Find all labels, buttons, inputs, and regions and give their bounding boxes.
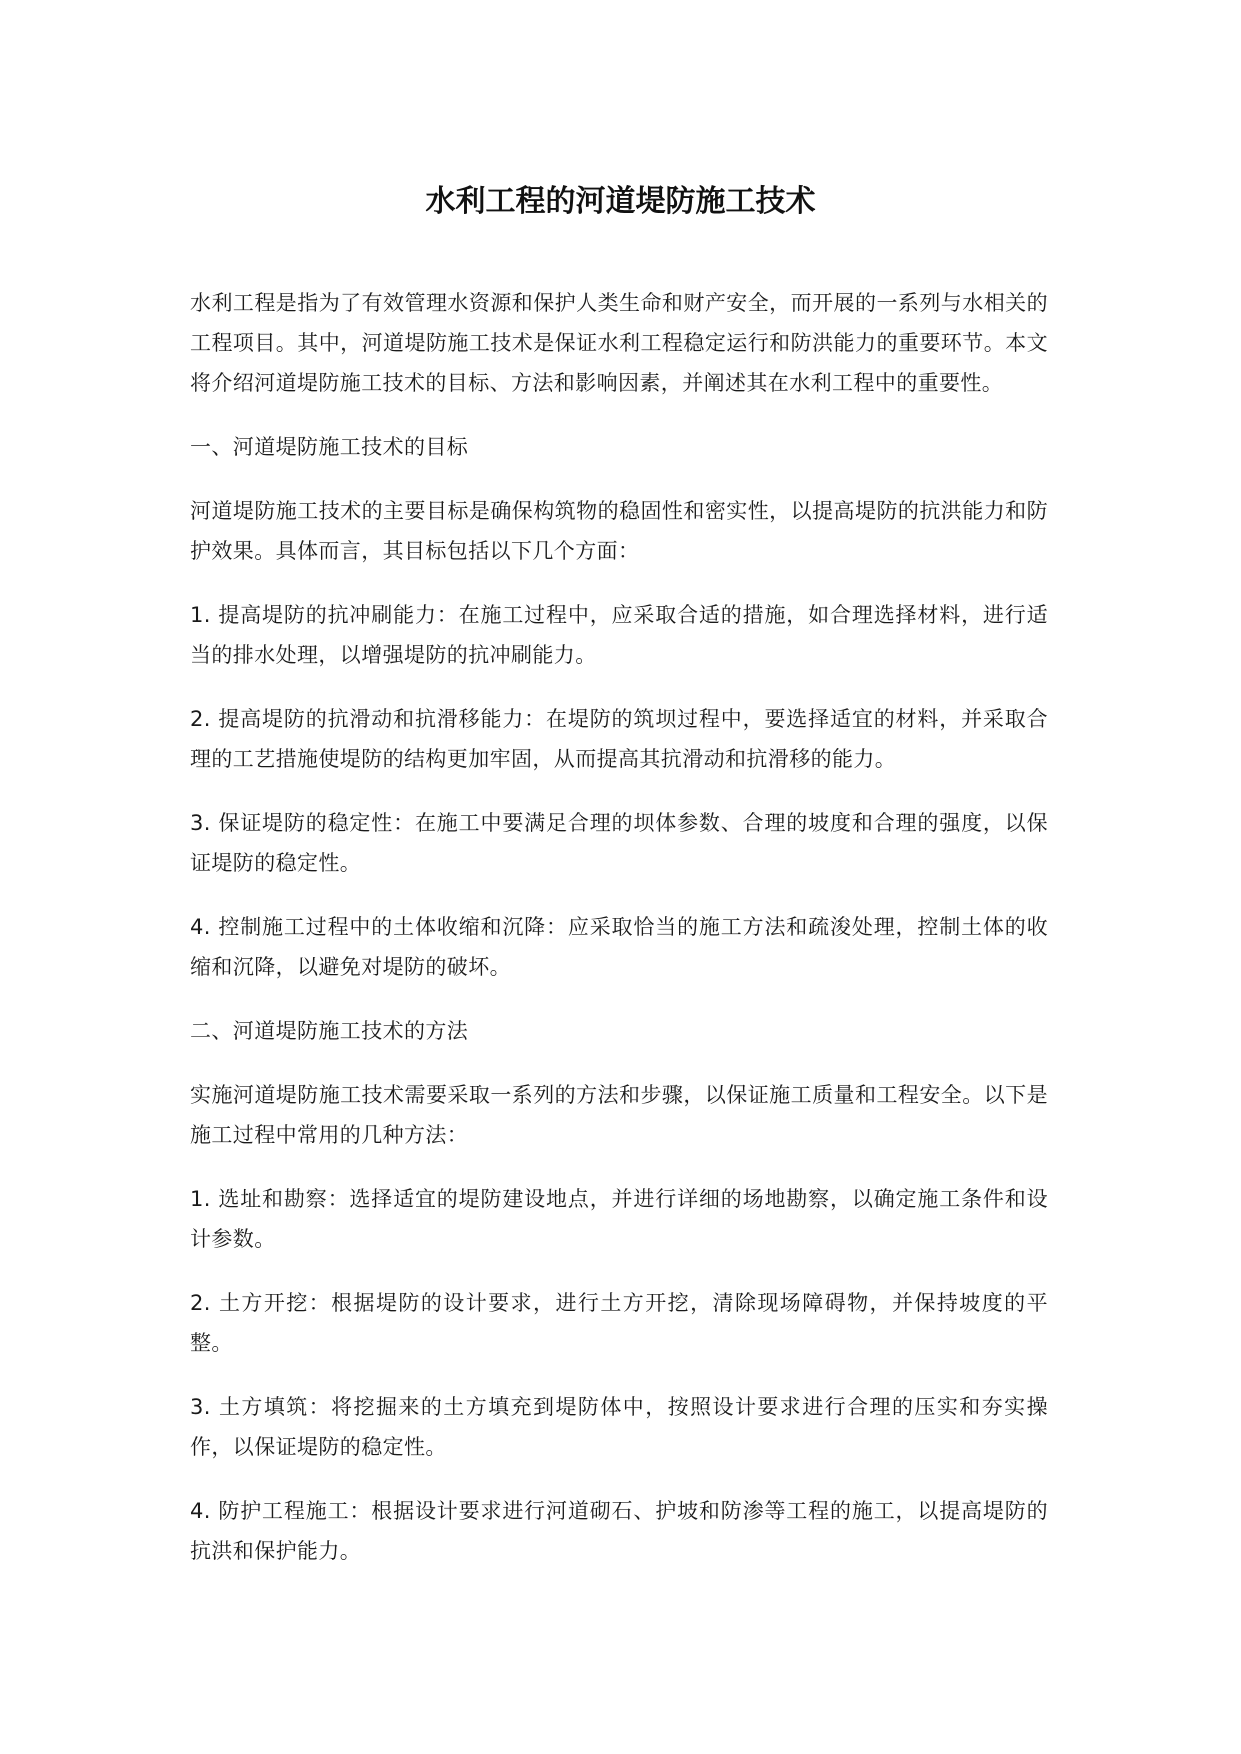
goal-item: 3. 保证堤防的稳定性：在施工中要满足合理的坝体参数、合理的坡度和合理的强度，以保证堤防的稳定性。 (190, 811, 1048, 875)
method-item: 3. 土方填筑：将挖掘来的土方填充到堤防体中，按照设计要求进行合理的压实和夯实操作，以保证堤防的稳定性。 (190, 1395, 1048, 1459)
document-title: 水利工程的河道堤防施工技术 (425, 184, 816, 219)
goal-item: 4. 控制施工过程中的土体收缩和沉降：应采取恰当的施工方法和疏浚处理，控制土体的收缩和沉降，以避免对堤防的破坏。 (190, 915, 1048, 979)
method-item: 4. 防护工程施工：根据设计要求进行河道砌石、护坡和防渗等工程的施工，以提高堤防的抗洪和保护能力。 (190, 1499, 1048, 1563)
section-heading-goals: 一、河道堤防施工技术的目标 (190, 435, 469, 459)
intro-paragraph: 水利工程是指为了有效管理水资源和保护人类生命和财产安全，而开展的一系列与水相关的工程项目。其中，河道堤防施工技术是保证水利工程稳定运行和防洪能力的重要环节。本文将介绍河道堤防施工技术的目标、方法和影响因素，并阐述其在水利工程中的重要性。 (190, 291, 1048, 395)
section-goals-intro: 河道堤防施工技术的主要目标是确保构筑物的稳固性和密实性，以提高堤防的抗洪能力和防护效果。具体而言，其目标包括以下几个方面： (190, 499, 1048, 563)
method-item: 1. 选址和勘察：选择适宜的堤防建设地点，并进行详细的场地勘察，以确定施工条件和设计参数。 (190, 1187, 1048, 1251)
section-methods-intro: 实施河道堤防施工技术需要采取一系列的方法和步骤，以保证施工质量和工程安全。以下是施工过程中常用的几种方法： (190, 1083, 1048, 1147)
goal-item: 1. 提高堤防的抗冲刷能力：在施工过程中，应采取合适的措施，如合理选择材料，进行适当的排水处理，以增强堤防的抗冲刷能力。 (190, 603, 1048, 667)
goal-item: 2. 提高堤防的抗滑动和抗滑移能力：在堤防的筑坝过程中，要选择适宜的材料，并采取合理的工艺措施使堤防的结构更加牢固，从而提高其抗滑动和抗滑移的能力。 (190, 707, 1048, 771)
document-body (190, 283, 1048, 1595)
method-item: 2. 土方开挖：根据堤防的设计要求，进行土方开挖，清除现场障碍物，并保持坡度的平整。 (190, 1291, 1048, 1355)
section-heading-methods: 二、河道堤防施工技术的方法 (190, 1019, 469, 1043)
